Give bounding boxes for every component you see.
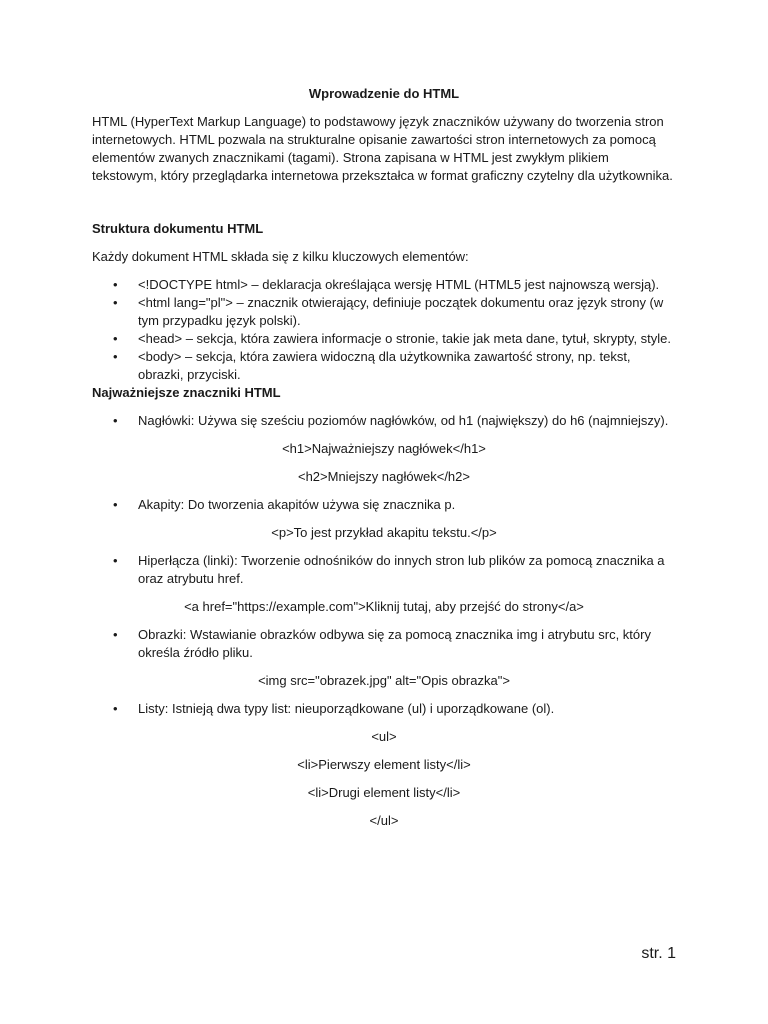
list-item-headings [92,412,676,430]
code-example-ul-close: </ul> [369,813,399,828]
code-example-a: <a href="https://example.com">Kliknij tutaj, aby przejść do strony</a> [184,599,584,614]
tags-heading: Najważniejsze znaczniki HTML [92,385,281,400]
intro-paragraph: HTML (HyperText Markup Language) to podstawowy język znaczników używany do tworzenia stron internetowych. HTML pozwala na strukturalne opisanie zawartości stron internetowych za pomocą elementów zwanych znacznikami (tagami). Strona zapisana w HTML jest zwykłym plikiem tekstowym, który przeglądarka internetowa przekształca w format graficzny czytelny dla użytkownika. [92,114,673,183]
document-title: Wprowadzenie do HTML [308,86,460,101]
document-page [92,85,676,840]
bullet-icon: • [113,701,118,716]
code-example-li-2: <li>Drugi element listy</li> [307,785,461,800]
bullet-icon: • [113,277,118,292]
code-example-img: <img src="obrazek.jpg" alt="Opis obrazka"> [258,673,510,688]
list-item-images [92,626,676,662]
tags-list [92,626,676,662]
bullet-icon: • [113,497,118,512]
list-item-links [92,552,676,588]
list-item-text: <!DOCTYPE html> – deklaracja określająca wersję HTML (HTML5 jest najnowszą wersją). [138,277,660,292]
list-item-text: Obrazki: Wstawianie obrazków odbywa się za pomocą znacznika img i atrybutu src, który określa źródło pliku. [138,627,651,660]
structure-lead: Każdy dokument HTML składa się z kilku kluczowych elementów: [92,249,469,264]
bullet-icon: • [113,413,118,428]
list-item [92,348,676,384]
bullet-icon: • [113,627,118,642]
code-example-li-1: <li>Pierwszy element listy</li> [297,757,471,772]
code-example-p: <p>To jest przykład akapitu tekstu.</p> [271,525,497,540]
list-item [92,294,676,330]
list-item-paragraphs [92,496,676,514]
tags-list [92,496,676,514]
tags-list [92,412,676,430]
list-item-text: <html lang="pl"> – znacznik otwierający, definiuje początek dokumentu oraz język strony (w tym przypadku język polski). [138,295,664,328]
tags-list [92,700,676,718]
bullet-icon: • [113,295,118,310]
structure-heading: Struktura dokumentu HTML [92,221,264,236]
list-item [92,276,676,294]
list-item-text: <body> – sekcja, która zawiera widoczną dla użytkownika zawartość strony, np. tekst, obrazki, przyciski. [138,349,631,382]
list-item-lists [92,700,676,718]
list-item-text: <head> – sekcja, która zawiera informacje o stronie, takie jak meta dane, tytuł, skrypty, style. [138,331,672,346]
list-item [92,330,676,348]
bullet-icon: • [113,331,118,346]
list-item-text: Hiperłącza (linki): Tworzenie odnośników do innych stron lub plików za pomocą znacznika a oraz atrybutu href. [138,553,665,586]
list-item-text: Listy: Istnieją dwa typy list: nieuporządkowane (ul) i uporządkowane (ol). [138,701,555,716]
list-item-text: Akapity: Do tworzenia akapitów używa się znacznika p. [138,497,456,512]
code-example-h2: <h2>Mniejszy nagłówek</h2> [297,469,470,484]
structure-list [92,276,676,384]
code-example-ul-open: <ul> [371,729,397,744]
tags-list [92,552,676,588]
page-number: str. 1 [641,945,676,962]
bullet-icon: • [113,553,118,568]
bullet-icon: • [113,349,118,364]
code-example-h1: <h1>Najważniejszy nagłówek</h1> [282,441,486,456]
list-item-text: Nagłówki: Używa się sześciu poziomów nagłówków, od h1 (największy) do h6 (najmniejszy). [138,413,669,428]
